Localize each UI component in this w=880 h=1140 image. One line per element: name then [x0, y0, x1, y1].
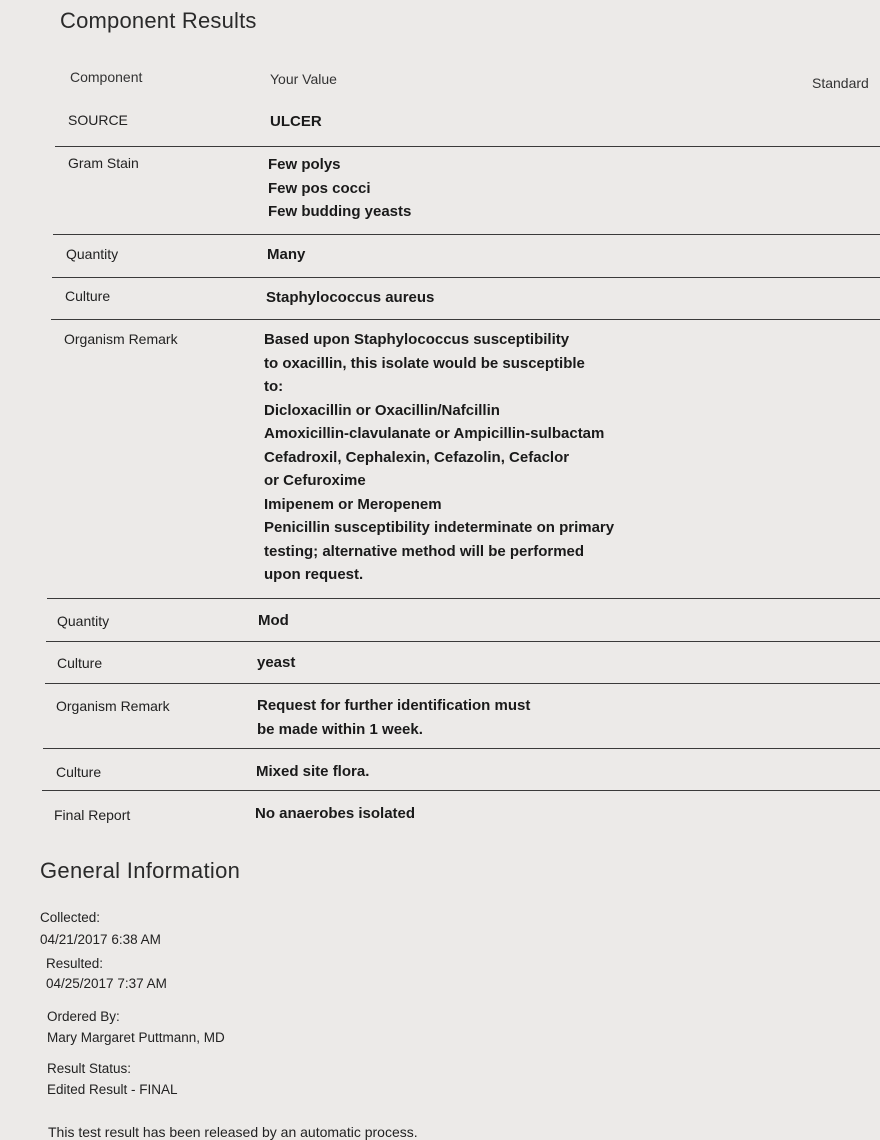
row-label-organism-remark: Organism Remark [56, 698, 170, 714]
collected-value: 04/21/2017 6:38 AM [40, 932, 161, 947]
row-label-gram-stain: Gram Stain [68, 155, 139, 171]
collected-label: Collected: [40, 910, 101, 925]
row-divider [51, 319, 880, 320]
row-label-final-report: Final Report [54, 807, 131, 823]
value-column-header: Your Value [270, 71, 337, 87]
row-divider [45, 683, 880, 684]
row-value-culture: yeast [257, 654, 296, 671]
row-value-source: ULCER [270, 113, 322, 130]
row-label-culture: Culture [56, 764, 102, 780]
standard-column-header: Standard [812, 75, 869, 91]
row-divider [47, 598, 880, 599]
general-information-title: General Information [40, 858, 241, 883]
result-status-value: Edited Result - FINAL [47, 1082, 178, 1097]
row-label-culture: Culture [57, 655, 103, 671]
resulted-value: 04/25/2017 7:37 AM [46, 976, 167, 991]
row-divider [42, 790, 880, 791]
row-divider [55, 146, 880, 147]
row-label-source: SOURCE [68, 112, 128, 128]
row-value-organism-remark: Request for further identification must be made within 1 week. [257, 697, 531, 738]
row-value-gram-stain: Few polys Few pos cocci Few budding yeasts [268, 156, 412, 220]
row-value-organism-remark: Based upon Staphylococcus susceptibility to oxacillin, this isolate would be susceptible to: Dicloxacillin or Oxacillin/Nafcillin Amoxicillin-clavulanate or Ampicillin-sulbactam Cefadroxil, Cephalexin, Cefazolin, Cefaclor or Cefuroxime Imipenem or Meropenem Penicillin susceptibility indeterminate on primary testing; alternative method will be performed upon request. [264, 331, 615, 583]
component-column-header: Component [70, 69, 143, 85]
row-value-culture: Staphylococcus aureus [266, 289, 435, 306]
row-label-organism-remark: Organism Remark [64, 331, 178, 347]
ordered-by-label: Ordered By: [47, 1009, 120, 1024]
row-label-culture: Culture [65, 288, 111, 304]
row-divider [52, 277, 880, 278]
row-divider [53, 234, 880, 235]
row-value-quantity: Many [267, 246, 306, 263]
component-results-title: Component Results [60, 8, 257, 33]
row-value-culture: Mixed site flora. [256, 763, 370, 780]
row-divider [46, 641, 880, 642]
auto-release-note: This test result has been released by an automatic process. [48, 1124, 418, 1140]
resulted-label: Resulted: [46, 956, 104, 971]
row-divider [43, 748, 880, 749]
row-label-quantity: Quantity [57, 613, 110, 629]
row-value-final-report: No anaerobes isolated [255, 805, 416, 822]
ordered-by-value: Mary Margaret Puttmann, MD [47, 1030, 225, 1045]
row-value-quantity: Mod [258, 612, 289, 629]
row-label-quantity: Quantity [66, 246, 119, 262]
result-status-label: Result Status: [47, 1061, 132, 1076]
